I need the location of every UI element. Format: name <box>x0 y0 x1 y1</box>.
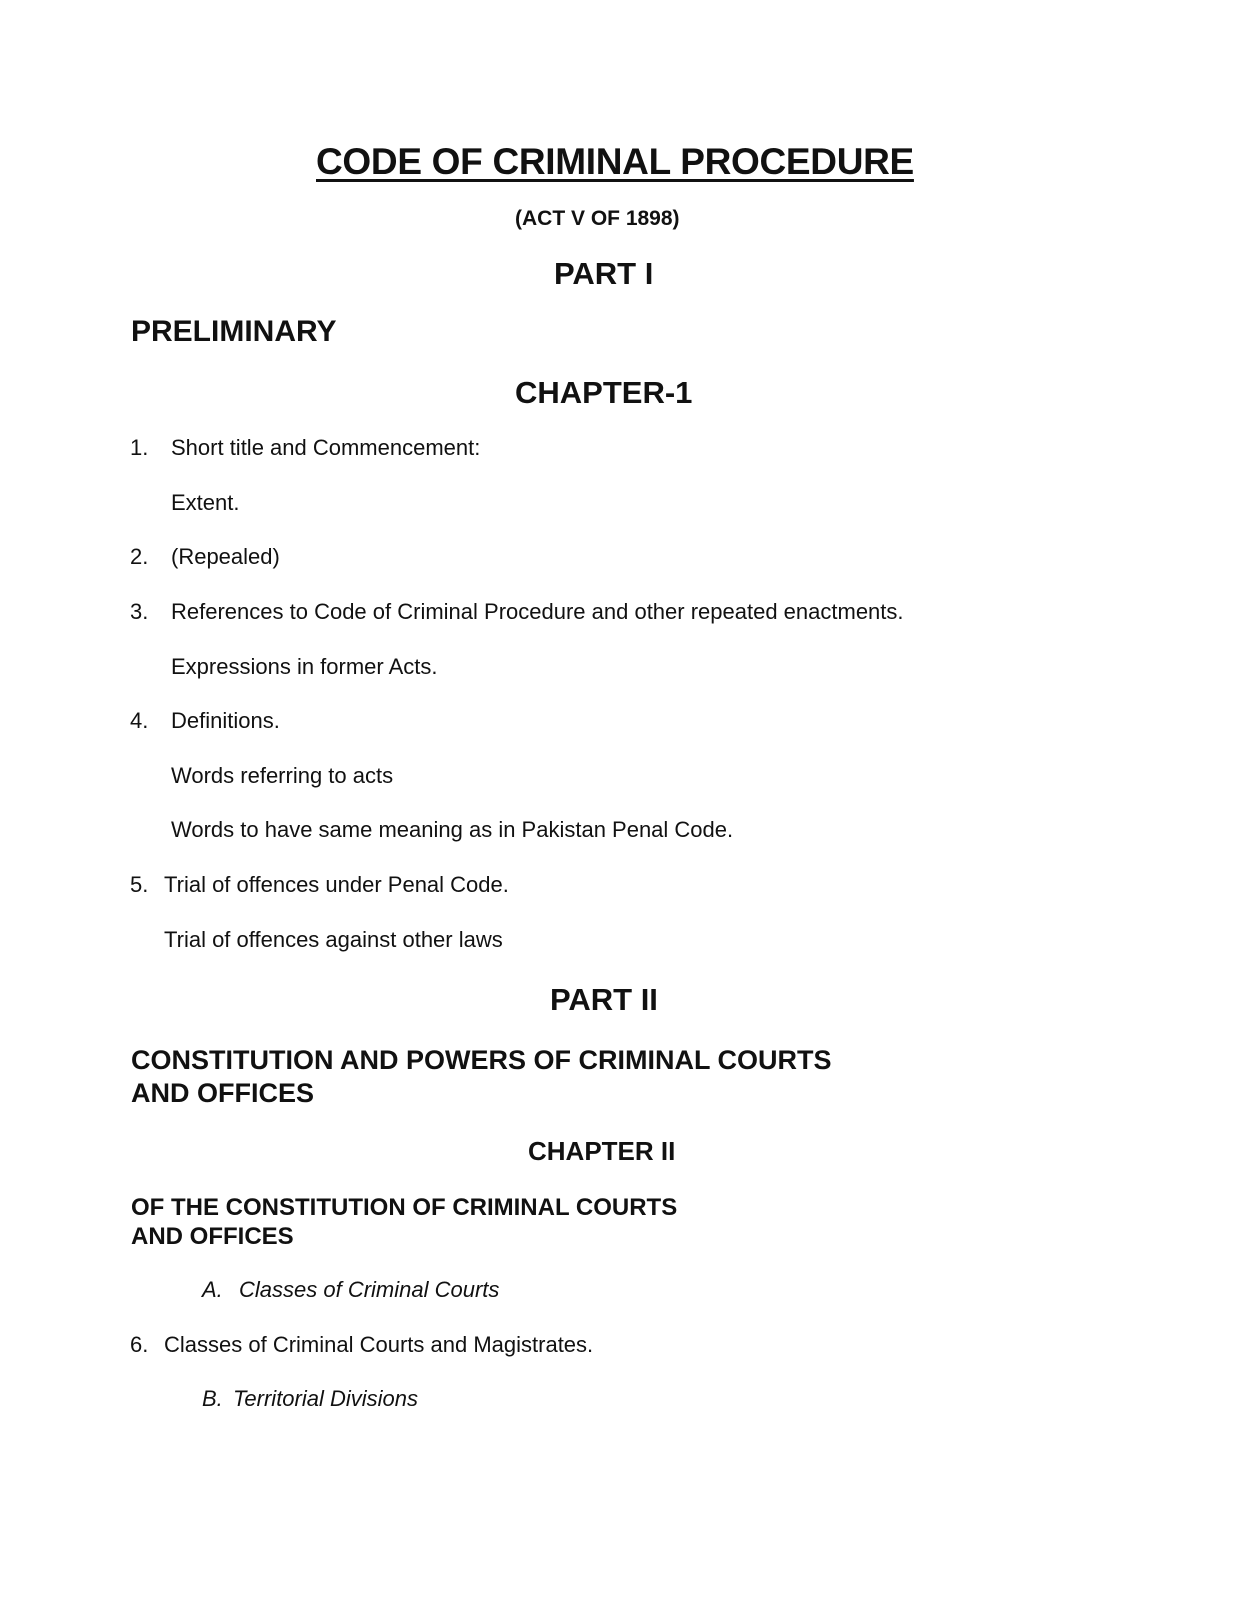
list-item-number: 5. <box>130 872 149 897</box>
list-item: Words referring to acts <box>171 763 394 788</box>
list-item: Definitions. <box>171 708 280 733</box>
list-item-number: 1. <box>130 435 149 460</box>
sub-section-b-letter: B. <box>202 1386 223 1411</box>
list-item: Extent. <box>171 490 240 515</box>
chapter-1-label: CHAPTER-1 <box>515 375 693 410</box>
list-item-number: 3. <box>130 599 149 624</box>
sub-section-a-letter: A. <box>202 1277 223 1302</box>
list-item: References to Code of Criminal Procedure and other repeated enactments. <box>171 599 904 624</box>
list-item-number: 2. <box>130 544 149 569</box>
part-2-label: PART II <box>550 982 658 1017</box>
chapter-2-label: CHAPTER II <box>528 1136 676 1166</box>
part-2-heading-line-2: AND OFFICES <box>131 1078 315 1108</box>
chapter-2-heading-line-1: OF THE CONSTITUTION OF CRIMINAL COURTS <box>131 1194 678 1221</box>
part-1-label: PART I <box>554 256 654 291</box>
sub-section-a: Classes of Criminal Courts <box>239 1277 500 1302</box>
part-2-heading-line-1: CONSTITUTION AND POWERS OF CRIMINAL COURTS <box>131 1045 832 1075</box>
part-1-heading: PRELIMINARY <box>131 315 337 348</box>
chapter-2-heading-line-2: AND OFFICES <box>131 1223 294 1250</box>
sub-section-b: Territorial Divisions <box>233 1386 419 1411</box>
list-item: Trial of offences under Penal Code. <box>164 872 509 897</box>
list-item: Trial of offences against other laws <box>164 927 503 952</box>
list-item-number: 4. <box>130 708 149 733</box>
list-item: Expressions in former Acts. <box>171 654 438 679</box>
list-item-number: 6. <box>130 1332 149 1357</box>
list-item: Classes of Criminal Courts and Magistrates. <box>164 1332 594 1357</box>
list-item: Short title and Commencement: <box>171 435 481 460</box>
list-item: (Repealed) <box>171 544 280 569</box>
list-item: Words to have same meaning as in Pakistan Penal Code. <box>171 817 734 842</box>
document-subtitle: (ACT V OF 1898) <box>515 207 680 230</box>
document-title: CODE OF CRIMINAL PROCEDURE <box>316 141 914 182</box>
